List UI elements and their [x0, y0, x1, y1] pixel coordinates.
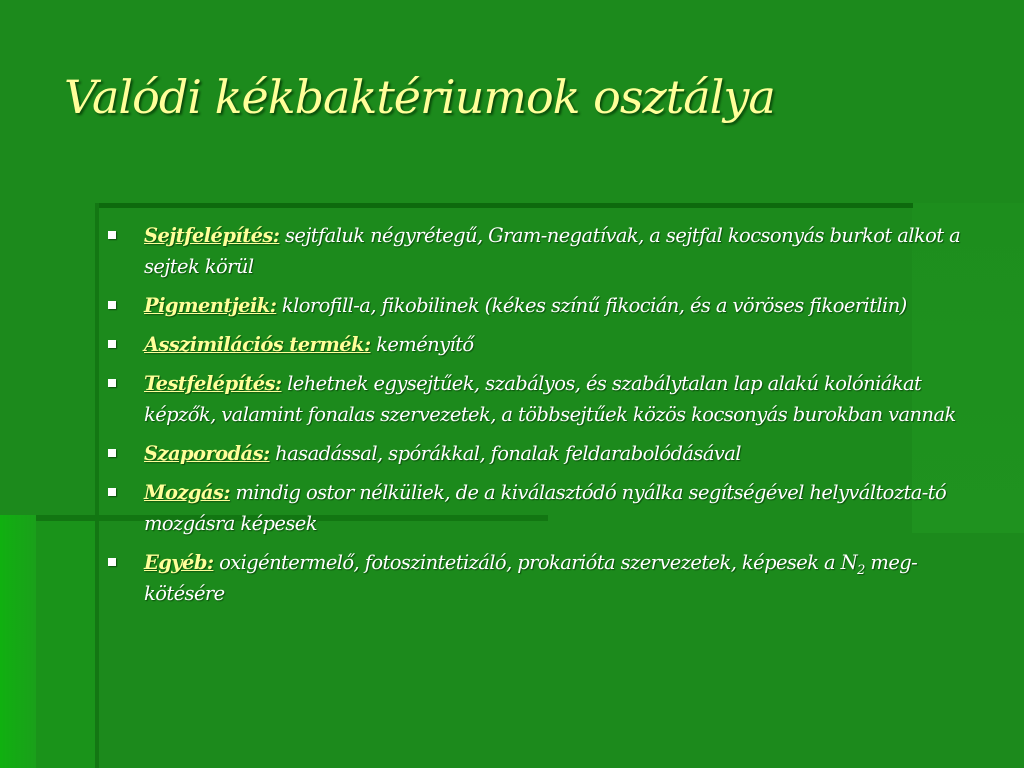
item-text: oxigéntermelő, fotoszintetizáló, prokarióta szervezetek, képesek a N [219, 551, 858, 574]
square-bullet-icon [108, 488, 116, 496]
item-term: Pigmentjeik: [144, 294, 277, 317]
list-item-pigmentjeik [104, 290, 984, 321]
list-item-mozgas [104, 477, 984, 539]
list-item-asszimilacios-termek [104, 329, 984, 360]
item-term: Szaporodás: [144, 442, 270, 465]
square-bullet-icon [108, 558, 116, 566]
item-term: Asszimilációs termék: [144, 333, 371, 356]
item-term: Mozgás: [144, 481, 230, 504]
square-bullet-icon [108, 379, 116, 387]
square-bullet-icon [108, 231, 116, 239]
square-bullet-icon [108, 340, 116, 348]
background-band-left-inner [36, 518, 96, 768]
item-text: sejtfaluk négyrétegű, Gram-negatívak, a sejtfal kocsonyás burkot alkot a sejtek körül [144, 224, 961, 278]
square-bullet-icon [108, 449, 116, 457]
item-text: keményítő [376, 333, 474, 356]
list-item-testfelepites [104, 368, 984, 430]
list-item-sejtfelepites [104, 220, 984, 282]
item-text: lehetnek egysejtűek, szabályos, és szabálytalan lap alakú kolóniákat képzők, valamint fonalas szervezetek, a többsejtűek közös kocsonyás burokban vannak [144, 372, 956, 426]
frame-line-top [95, 203, 913, 208]
item-text-after: meg-kötésére [144, 551, 918, 605]
item-text: mindig ostor nélküliek, de a kiválasztódó nyálka segítségével helyváltozta-tó mozgásra képesek [144, 481, 947, 535]
frame-line-left [95, 203, 99, 768]
square-bullet-icon [108, 301, 116, 309]
item-text: hasadással, spórákkal, fonalak feldarabolódásával [275, 442, 741, 465]
item-term: Sejtfelépítés: [144, 224, 280, 247]
bullet-list [104, 220, 984, 617]
slide-title: Valódi kékbaktériumok osztálya [64, 70, 775, 124]
item-term: Testfelépítés: [144, 372, 282, 395]
item-subscript: 2 [857, 562, 865, 578]
list-item-egyeb [104, 547, 984, 609]
background-band-left [0, 515, 36, 768]
list-item-szaporodas [104, 438, 984, 469]
item-text: klorofill-a, fikobilinek (kékes színű fikocián, és a vöröses fikoeritlin) [281, 294, 907, 317]
item-term: Egyéb: [144, 551, 214, 574]
